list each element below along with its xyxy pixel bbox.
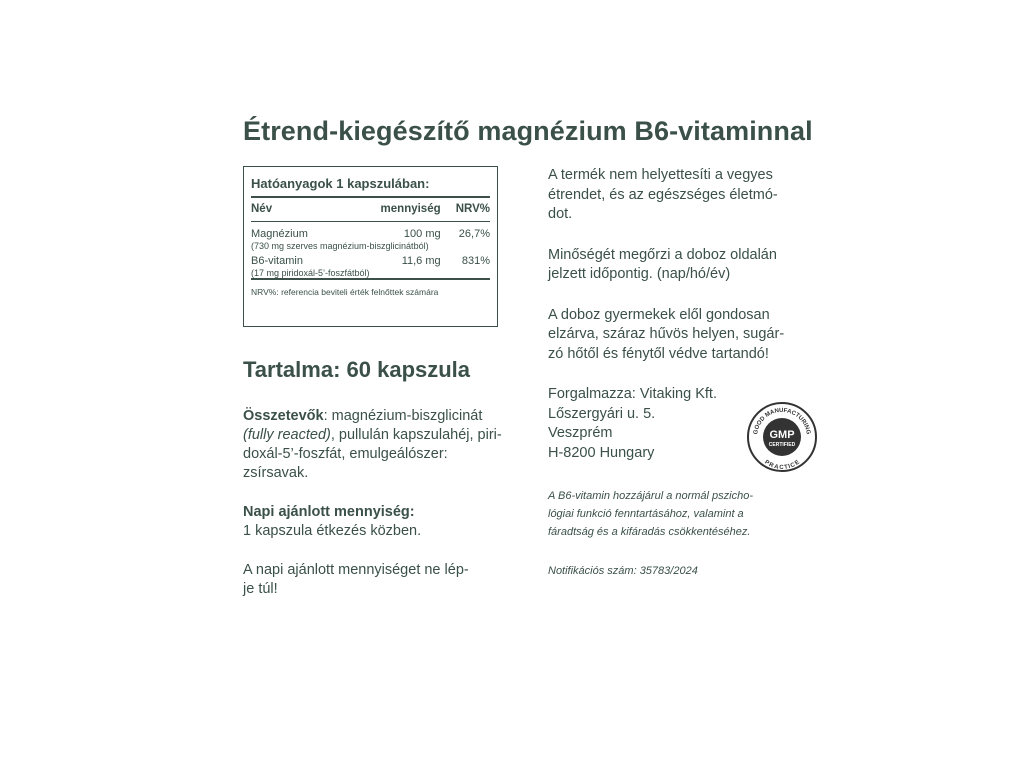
col-header-name: Név [251, 203, 273, 215]
b6-health-claim [548, 487, 820, 541]
gmp-bottom-text: PRACTICE [763, 459, 801, 472]
table-row [251, 222, 490, 251]
dosage-text: 1 kapszula étkezés közben. [243, 523, 422, 539]
warning-line: A napi ajánlott mennyiséget ne lép- [243, 562, 469, 578]
distributor-line: Forgalmazza: Vitaking Kft. [548, 386, 717, 402]
notification-number: Notifikációs szám: 35783/2024 [548, 565, 698, 577]
composition-middle: , pullulán kapszulahéj, piri- [330, 427, 502, 443]
text-line: jelzett időpontig. (nap/hó/év) [548, 266, 731, 282]
ingredient-amount: 11,6 mg [401, 255, 441, 267]
ingredient-name: B6-vitamin [251, 255, 303, 267]
ingredient-nrv: 831% [461, 255, 490, 267]
composition-label: Összetevők [243, 408, 324, 424]
nrv-footnote: NRV%: referencia beviteli érték felnőttek számára [251, 287, 439, 297]
dosage-warning [243, 561, 515, 599]
ingredient-source: (17 mg piridoxál-5’-foszfátból) [251, 268, 370, 278]
text-line: A termék nem helyettesíti a vegyes [548, 167, 773, 183]
text-line: fáradtság és a kifáradás csökkentéséhez. [548, 526, 751, 538]
ingredient-source: (730 mg szerves magnézium-biszglicinátból) [251, 241, 429, 251]
right-column [548, 166, 820, 577]
best-before-note [548, 246, 820, 285]
gmp-center-text: GMP [769, 429, 795, 441]
composition-start: : magnézium-biszglicinát [323, 408, 483, 424]
content-amount: Tartalma: 60 kapszula [243, 357, 471, 382]
gmp-certified-text: CERTIFIED [768, 442, 796, 448]
active-ingredients-table [243, 166, 498, 327]
distributor-line: Lőszergyári u. 5. [548, 405, 656, 422]
ingredient-nrv: 26,7% [458, 228, 490, 240]
text-line: elzárva, száraz hűvös helyen, sugár- [548, 326, 785, 342]
product-title: Étrend-kiegészítő magnézium B6-vitaminnal [243, 116, 813, 146]
distributor-line: Veszprém [548, 425, 613, 441]
table-row [251, 251, 490, 278]
text-line: Minőségét megőrzi a doboz oldalán [548, 246, 777, 263]
gmp-certified-icon [746, 401, 818, 473]
text-line: étrendet, és az egészséges életmó- [548, 186, 778, 203]
daily-dosage [243, 503, 515, 541]
composition-end: doxál-5’-foszfát, emulgeálószer: zsírsavak. [243, 446, 448, 481]
composition-text [243, 407, 515, 483]
ingredient-amount: 100 mg [403, 228, 441, 240]
diet-note [548, 166, 820, 225]
ingredient-name: Magnézium [251, 228, 308, 240]
text-line: A doboz gyermekek elől gondosan [548, 306, 770, 323]
col-header-nrv: NRV% [455, 203, 490, 215]
distributor-address [548, 385, 820, 472]
text-line: dot. [548, 206, 573, 222]
col-header-amount: mennyiség [380, 203, 441, 215]
gmp-top-text: GOOD MANUFACTURING [753, 407, 811, 436]
table-heading: Hatóanyagok 1 kapszulában: [251, 176, 430, 191]
text-line: zó hőtől és fénytől védve tartandó! [548, 345, 769, 362]
storage-note [548, 306, 820, 365]
warning-line: je túl! [243, 581, 278, 597]
left-column [243, 166, 515, 599]
text-line: lógiai funkció fenntartásához, valamint a [548, 508, 744, 520]
dosage-label: Napi ajánlott mennyiség: [243, 504, 415, 520]
distributor-line: H-8200 Hungary [548, 444, 655, 461]
fully-reacted-note: (fully reacted) [243, 427, 331, 443]
text-line: A B6-vitamin hozzájárul a normál pszicho- [548, 490, 754, 502]
table-header-row [251, 198, 490, 221]
